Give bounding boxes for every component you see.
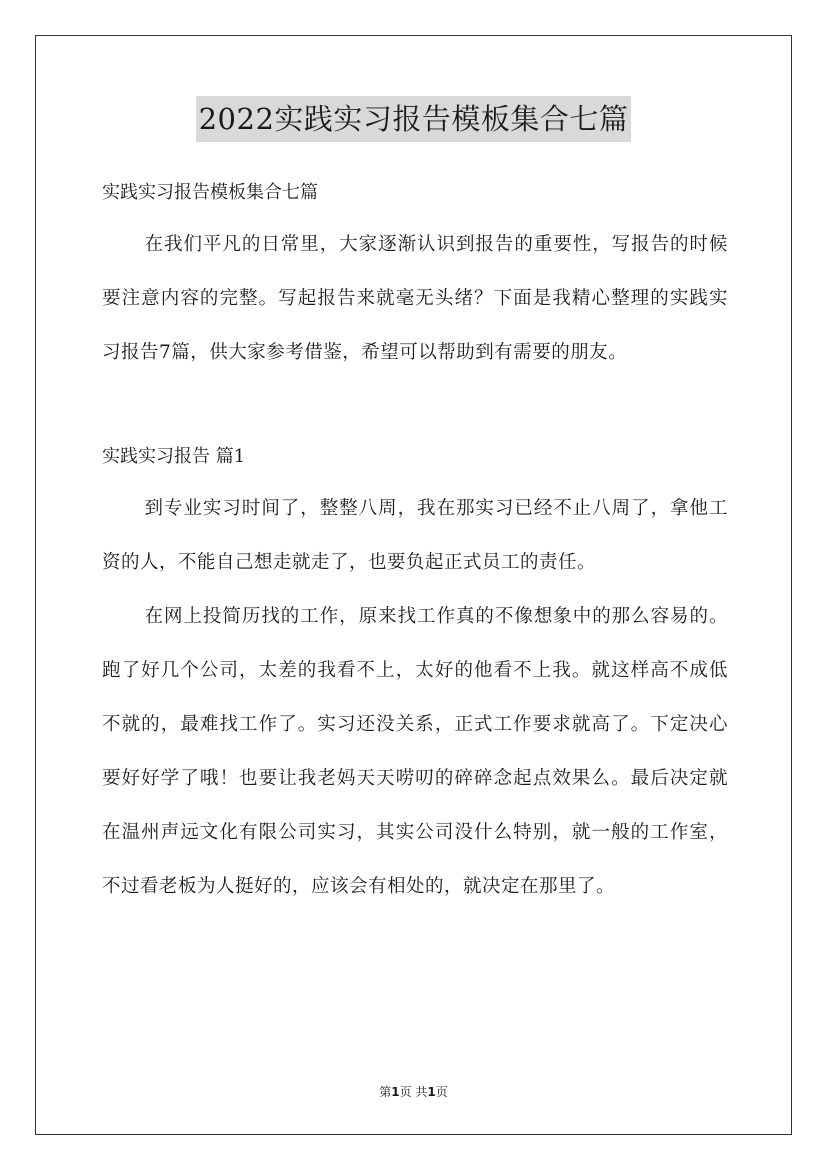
document-body — [102, 168, 728, 914]
intro-paragraph: 在我们平凡的日常里，大家逐渐认识到报告的重要性，写报告的时候要注意内容的完整。写起报告来就毫无头绪？下面是我精心整理的实践实习报告7篇，供大家参考借鉴，希望可以帮助到有需要的朋友。 — [102, 234, 728, 363]
footer-mid: 页 共 — [399, 1085, 428, 1099]
footer-prefix: 第 — [379, 1085, 392, 1099]
section1-paragraph-1: 到专业实习时间了，整整八周，我在那实习已经不止八周了，拿他工资的人，不能自己想走就走了，也要负起正式员工的责任。 — [102, 498, 728, 573]
section-gap — [102, 380, 728, 432]
document-subtitle: 实践实习报告模板集合七篇 — [102, 182, 318, 203]
footer-page-total: 1 — [427, 1085, 436, 1099]
section1-paragraph-2: 在网上投简历找的工作，原来找工作真的不像想象中的那么容易的。跑了好几个公司，太差的我看不上，太好的他看不上我。就这样高不成低不就的，最难找工作了。实习还没关系，正式工作要求就高了。下定决心要好好学了哦！也要让我老妈天天唠叨的碎碎念起点效果么。最后决定就在温州声远文化有限公司实习，其实公司没什么特别，就一般的工作室，不过看老板为人挺好的，应该会有相处的，就决定在那里了。 — [102, 606, 728, 897]
page-footer — [0, 1083, 827, 1100]
title-wrap — [0, 96, 827, 142]
footer-page-number: 1 — [391, 1085, 400, 1099]
document-title: 2022实践实习报告模板集合七篇 — [196, 96, 632, 142]
footer-suffix: 页 — [435, 1085, 448, 1099]
section1-heading: 实践实习报告 篇1 — [102, 446, 246, 467]
